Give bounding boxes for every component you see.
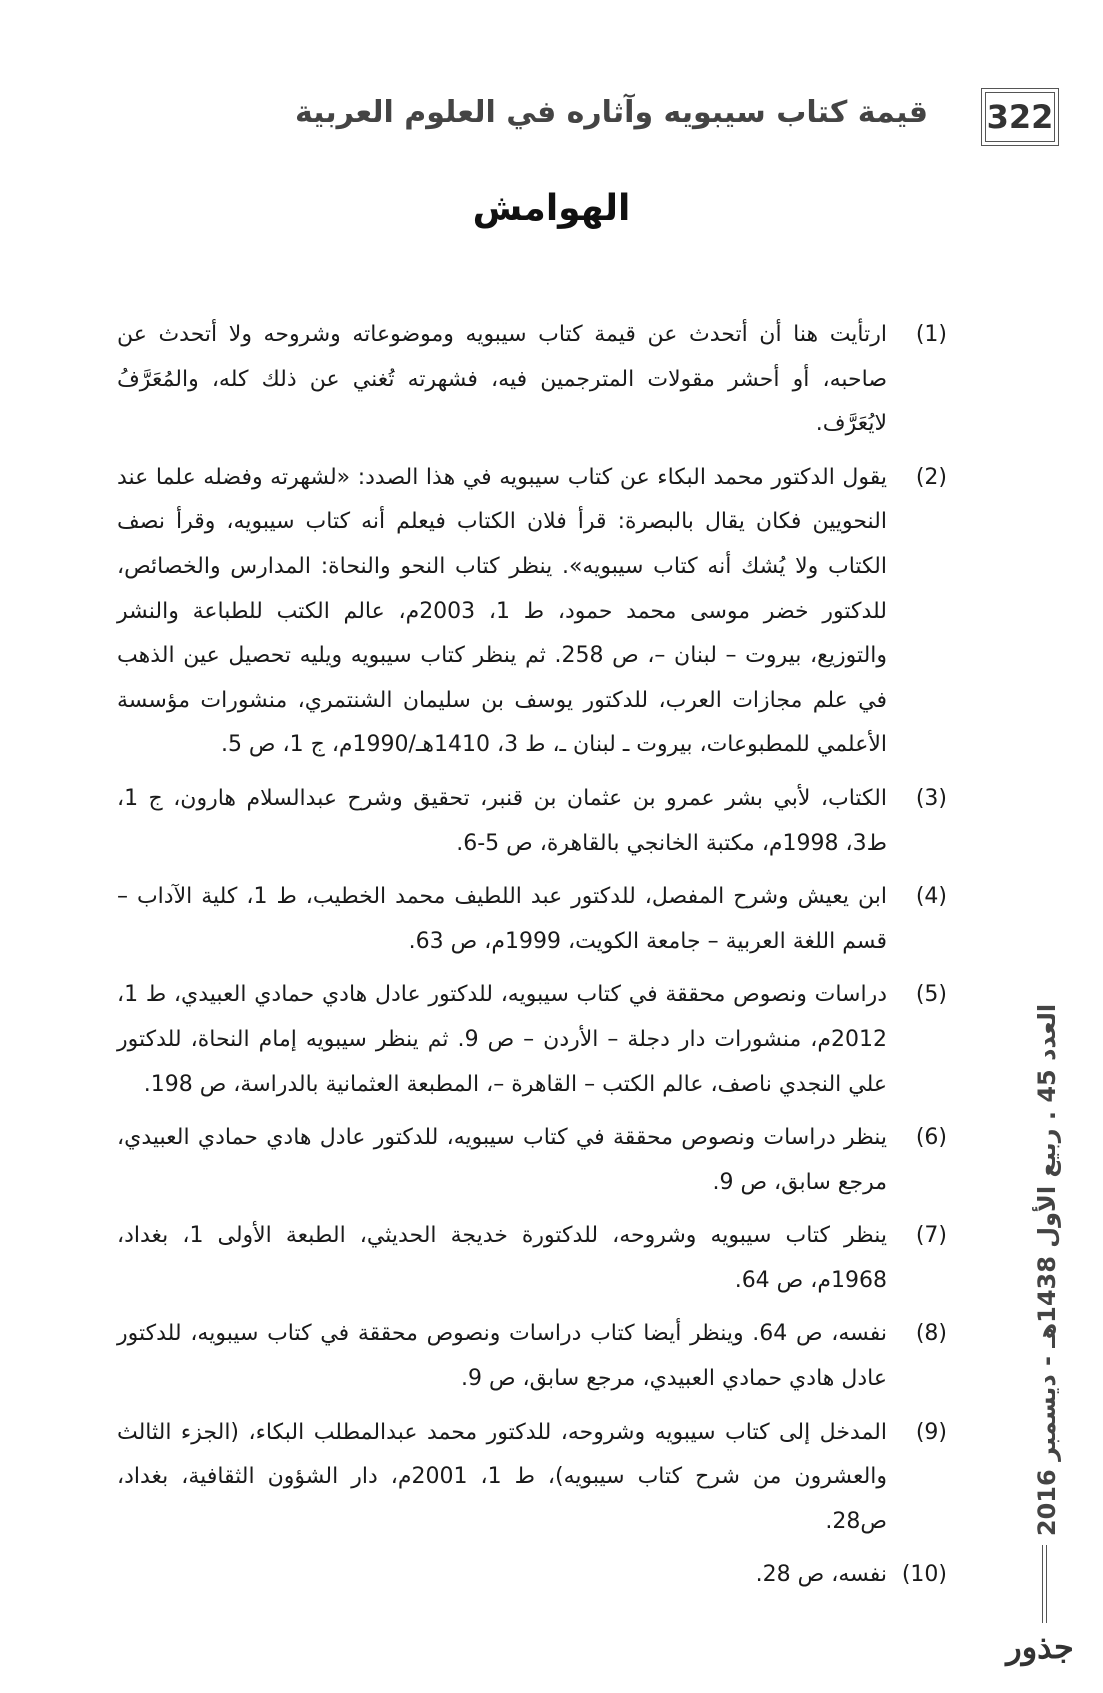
footnote-number: (1)	[915, 322, 947, 347]
footnote-text: المدخل إلى كتاب سيبويه وشروحه، للدكتور محمد عبدالمطلب البكاء، (الجزء الثالث والعشرون من شرح كتاب سيبويه)، ط 1، 2001م، دار الشؤون الثقافية، بغداد، ص28.	[117, 1419, 888, 1534]
footnote-number: (8)	[915, 1321, 947, 1347]
footnote-number: (3)	[915, 785, 947, 811]
footnote	[117, 456, 947, 768]
footnote-number: (6)	[915, 1125, 947, 1151]
footnote	[117, 1116, 947, 1205]
footnote-text: ينظر دراسات ونصوص محققة في كتاب سيبويه، للدكتور عادل هادي حمادي العبيدي، مرجع سابق، ص 9.	[117, 1125, 887, 1195]
footnote-text: نفسه، ص 64. وينظر أيضا كتاب دراسات ونصوص محققة في كتاب سيبويه، للدكتور عادل هادي حمادي العبيدي، مرجع سابق، ص 9.	[117, 1321, 888, 1392]
footnote-text: ينظر كتاب سيبويه وشروحه، للدكتورة خديجة الحديثي، الطبعة الأولى 1، بغداد، 1968م، ص 64.	[117, 1223, 887, 1293]
footnote-number: (2)	[915, 464, 947, 490]
footnote	[117, 1312, 947, 1401]
journal-logo: جذور	[1006, 1628, 1074, 1666]
footnotes-list	[117, 313, 947, 1607]
section-title: الهوامش	[472, 188, 631, 229]
sidebar-divider	[1042, 1545, 1047, 1623]
issue-info: العدد 45 . ربيع الأول 1438هـ - ديسمبر 2016	[1033, 1003, 1062, 1537]
footnote-text: ابن يعيش وشرح المفصل، للدكتور عبد اللطيف محمد الخطيب، ط 1، كلية الآداب – قسم اللغة العربية – جامعة الكويت، 1999م، ص 63.	[117, 884, 887, 954]
footnote-text: نفسه، ص 28.	[755, 1562, 887, 1588]
page-number: 322	[985, 92, 1055, 142]
footnote-number: (9)	[915, 1419, 947, 1445]
footnote-text: ارتأيت هنا أن أتحدث عن قيمة كتاب سيبويه وموضوعاته وشروحه ولا أتحدث عن صاحبه، أو أحشر مقولات المترجمين فيه، فشهرته تُغني عن ذلك كله، والمُعَرَّفُ لايُعَرَّف.	[117, 322, 887, 437]
footnote	[117, 1214, 947, 1303]
running-header-title: قيمة كتاب سيبويه وآثاره في العلوم العربية	[294, 95, 928, 130]
footnote	[117, 1553, 947, 1598]
footnote-number: (5)	[915, 982, 947, 1008]
footnote-number: (7)	[915, 1223, 947, 1249]
footnote-text: دراسات ونصوص محققة في كتاب سيبويه، للدكتور عادل هادي حمادي العبيدي، ط 1، 2012م، منشورات دار دجلة – الأردن – ص 9. ثم ينظر سيبويه إمام النحاة، للدكتور علي النجدي ناصف، عالم الكتب – القاهرة –، المطبعة العثمانية بالدراسة، ص 198.	[117, 982, 888, 1097]
footnote-text: يقول الدكتور محمد البكاء عن كتاب سيبويه في هذا الصدد: «لشهرته وفضله علما عند النحويين فكان يقال بالبصرة: قرأ فلان الكتاب فيعلم أنه كتاب سيبويه، وقرأ نصف الكتاب ولا يُشك أنه كتاب سيبويه». ينظر كتاب النحو والنحاة: المدارس والخصائص، للدكتور خضر موسى محمد حمود، ط 1، 2003م، عالم الكتب للطباعة والنشر والتوزيع، بيروت – لبنان –، ص 258. ثم ينظر كتاب سيبويه ويليه تحصيل عين الذهب في علم مجازات العرب، للدكتور يوسف بن سليمان الشنتمري، منشورات مؤسسة الأعلمي للمطبوعات، بيروت ـ لبنان ـ، ط 3، 1410هـ/1990م، ج 1، ص 5.	[117, 464, 888, 758]
footnote	[117, 313, 947, 447]
issue-sidebar	[1012, 1003, 1082, 1537]
footnote	[117, 1411, 947, 1545]
footnote-number: (4)	[915, 884, 947, 910]
footnote	[117, 973, 947, 1107]
footnote	[117, 777, 947, 866]
footnote-text: الكتاب، لأبي بشر عمرو بن عثمان بن قنبر، تحقيق وشرح عبدالسلام هارون، ج 1، ط3، 1998م، مكتبة الخانجي بالقاهرة، ص 5-6.	[117, 785, 887, 856]
footnote-number: (10)	[901, 1562, 947, 1588]
footnote	[117, 875, 947, 964]
